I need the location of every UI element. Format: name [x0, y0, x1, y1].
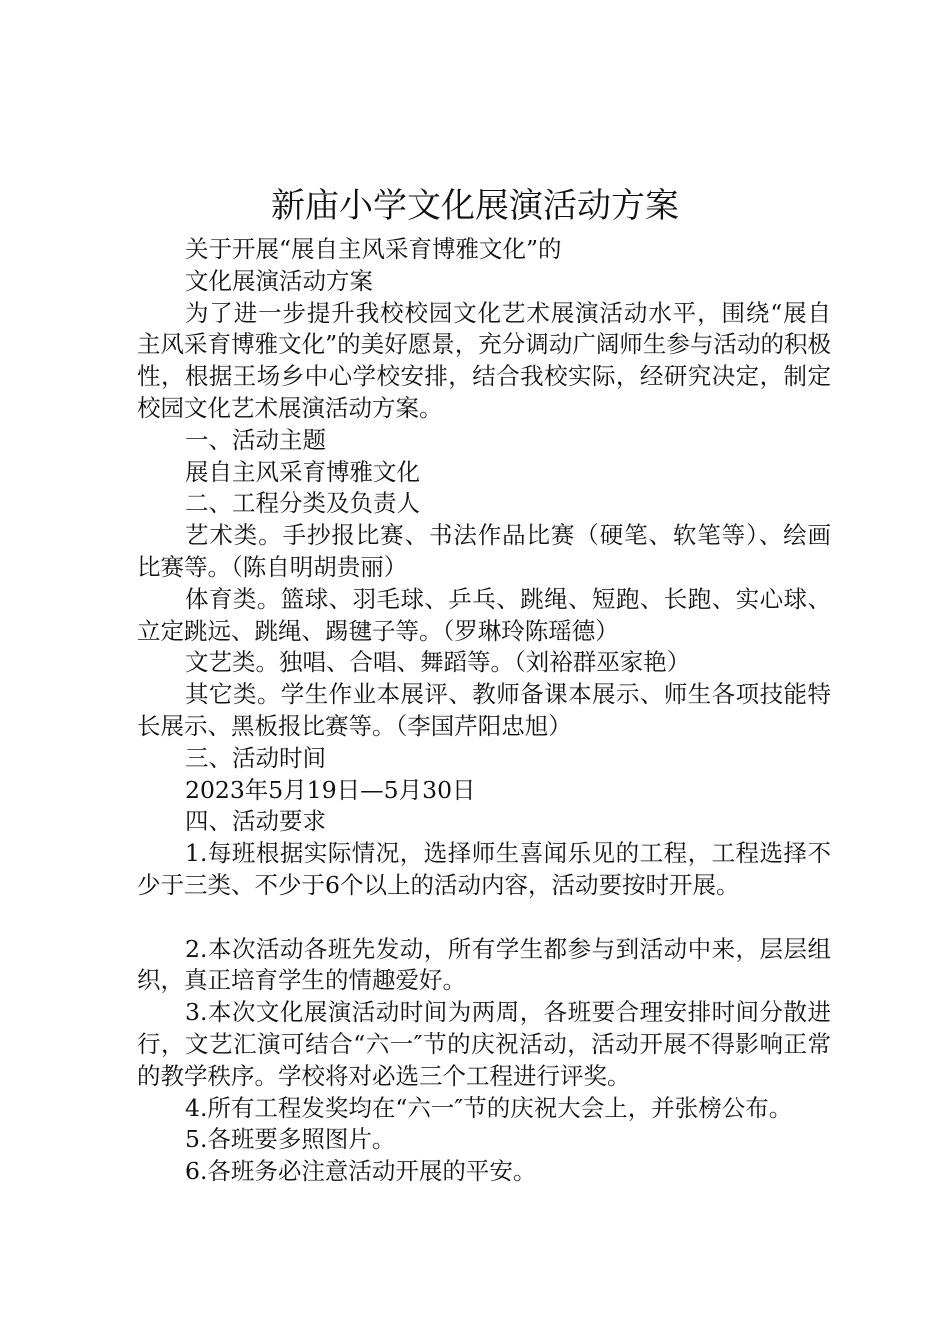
paragraph-requirement-6: 6.各班务必注意活动开展的平安。 [185, 1157, 537, 1186]
section-heading-theme: 一、活动主题 [185, 425, 326, 454]
paragraph-time: 2023年5月19日—5月30日 [185, 775, 476, 804]
paragraph-category-art: 艺术类。手抄报比赛、书法作品比赛（硬笔、软笔等）、绘画比赛等。（陈自明胡贵丽） [137, 521, 831, 581]
paragraph-subtitle-line-1: 关于开展“展自主风采育博雅文化”的 [185, 235, 562, 263]
paragraph-requirement-2: 2.本次活动各班先发动，所有学生都参与到活动中来，层层组织，真正培育学生的情趣爱好。 [137, 934, 831, 995]
paragraph-subtitle-line-2: 文化展演活动方案 [185, 266, 373, 295]
paragraph-category-other: 其它类。学生作业本展评、教师备课本展示、师生各项技能特长展示、黑板报比赛等。（李国芹阳忠旭） [137, 680, 831, 740]
paragraph-requirement-5: 5.各班要多照图片。 [185, 1125, 396, 1154]
section-heading-categories: 二、工程分类及负责人 [185, 489, 420, 518]
paragraph-category-performance: 文艺类。独唱、合唱、舞蹈等。（刘裕群巫家艳） [185, 648, 691, 677]
section-heading-time: 三、活动时间 [185, 743, 326, 772]
paragraph-requirement-4: 4.所有工程发奖均在“六一″节的庆祝大会上，并张榜公布。 [185, 1093, 793, 1122]
paragraph-requirement-1: 1.每班根据实际情况，选择师生喜闻乐见的工程，工程选择不少于三类、不少于6个以上的活动内容，活动要按时开展。 [137, 839, 831, 899]
paragraph-requirement-3: 3.本次文化展演活动时间为两周，各班要合理安排时间分散进行，文艺汇演可结合“六一″节的庆祝活动，活动开展不得影响正常的教学秩序。学校将对必选三个工程进行评奖。 [137, 998, 831, 1090]
document-body [137, 234, 831, 1188]
section-heading-requirements: 四、活动要求 [185, 807, 326, 836]
paragraph-theme: 展自主风采育博雅文化 [185, 457, 420, 486]
document-title: 新庙小学文化展演活动方案 [271, 186, 679, 226]
paragraph-intro: 为了进一步提升我校校园文化艺术展演活动水平，围绕“展自主风采育博雅文化”的美好愿景，充分调动广阔师生参与活动的积极性，根据王场乡中心学校安排，结合我校实际，经研究决定，制定校园文化艺术展演活动方案。 [137, 298, 831, 422]
paragraph-category-sports: 体育类。篮球、羽毛球、乒乓、跳绳、短跑、长跑、实心球、立定跳远、跳绳、踢毽子等。（罗琳玲陈瑶德） [137, 584, 831, 645]
